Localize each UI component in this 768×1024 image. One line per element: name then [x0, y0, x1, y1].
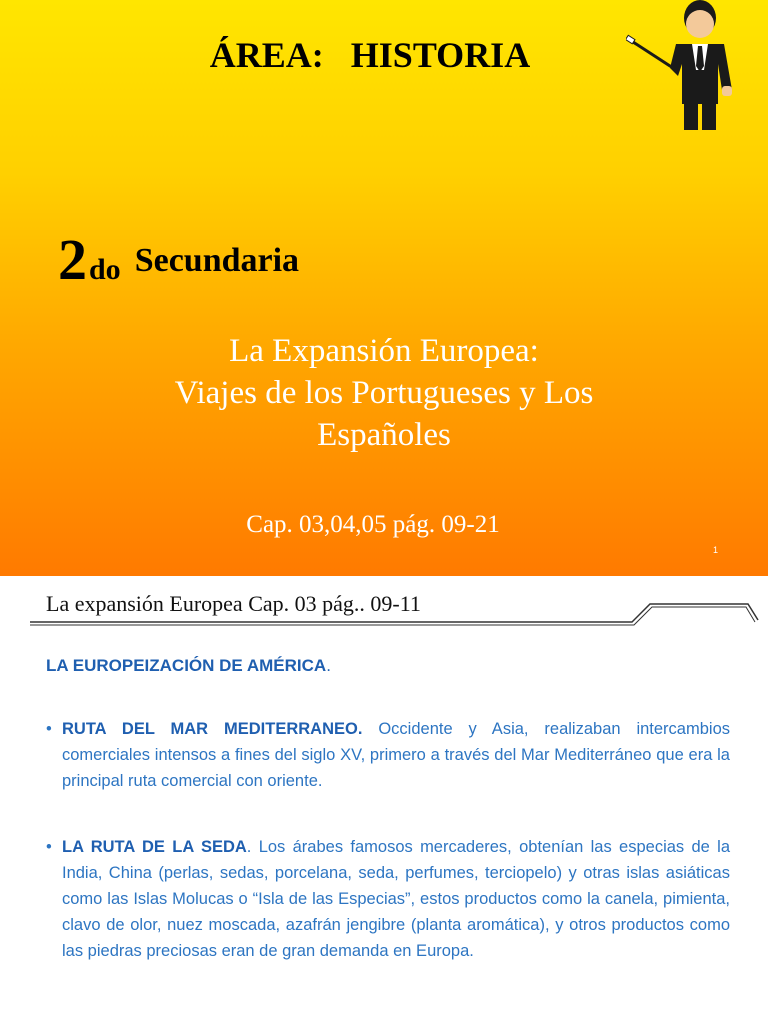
grade-level: Secundaria	[134, 242, 300, 279]
area-title: ÁREA: HISTORIA	[209, 35, 531, 75]
grade-number: 2	[58, 227, 87, 292]
topic-title	[0, 330, 768, 456]
bullet-heading: RUTA DEL MAR MEDITERRANEO.	[62, 720, 363, 738]
section-title-dot: .	[326, 656, 331, 675]
list-item	[46, 716, 730, 794]
chapters-label: Cap. 03,04,05 pág. 09-21	[246, 511, 500, 538]
topic-line: La Expansión Europea:	[229, 333, 539, 369]
slide-header: La expansión Europea Cap. 03 pág.. 09-11	[46, 591, 421, 616]
topic-line: Viajes de los Portugueses y Los	[174, 375, 594, 411]
bullet-heading: LA RUTA DE LA SEDA	[62, 838, 247, 856]
content-slide	[0, 576, 768, 1024]
teacher-pointer-icon	[626, 0, 750, 132]
section-title	[46, 656, 331, 676]
topic-line: Españoles	[317, 417, 451, 453]
section-title-text: LA EUROPEIZACIÓN DE AMÉRICA	[46, 656, 327, 675]
page-number: 1	[713, 545, 719, 555]
bullet-text: Occidente y Asia, realizaban intercambios comerciales intensos a fines del siglo XV, primero a través del Mar Mediterráneo que era la principal ruta comercial con oriente.	[62, 720, 730, 790]
list-item	[46, 834, 730, 964]
bullet-symbol: •	[46, 838, 52, 856]
bullet-text: . Los árabes famosos mercaderes, obtenían las especias de la India, China (perlas, sedas, porcelana, seda, perfumes, terciopelo) y otras islas asiáticas como las Islas Molucas o “Isla de las Especias”, estos productos como la canela, pimienta, clavo de olor, nuez moscada, azafrán jengibre (planta aromática), y otros productos como las piedras preciosas eran de gran demanda en Europa.	[62, 838, 730, 960]
grade-suffix: do	[89, 253, 121, 286]
bullet-symbol: •	[46, 720, 52, 738]
grade-label	[58, 226, 299, 293]
